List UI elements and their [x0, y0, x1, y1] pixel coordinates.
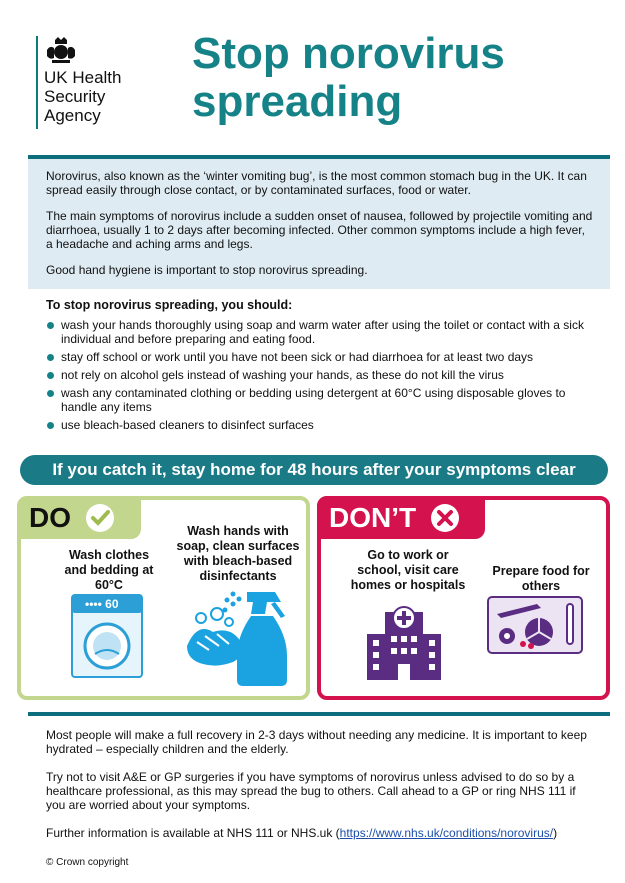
- dont-prepare-food-caption: Prepare food for others: [492, 564, 590, 593]
- bullet-icon: [47, 354, 54, 361]
- nhs-norovirus-link[interactable]: https://www.nhs.uk/conditions/norovirus/: [339, 826, 554, 840]
- ukhsa-logo: [34, 36, 154, 125]
- org-name: [44, 68, 121, 125]
- list-item: [46, 318, 596, 346]
- prevention-heading: To stop norovirus spreading, you should:: [46, 298, 293, 312]
- stay-home-banner: If you catch it, stay home for 48 hours after your symptoms clear: [20, 455, 608, 485]
- do-label: DO: [29, 502, 71, 533]
- prevention-list: [46, 318, 596, 432]
- org-line-1: UK Health: [44, 68, 122, 87]
- advice-paragraph: Try not to visit A&E or GP surgeries if you have symptoms of norovirus unless advised to do so by a healthcare professional, as this may spread the bug to others. Call ahead to a GP or ring NHS 111 if you are worried about your symptoms.: [46, 770, 576, 812]
- list-item-text: use bleach-based cleaners to disinfect surfaces: [61, 418, 314, 432]
- copyright-notice: © Crown copyright: [46, 857, 129, 868]
- dont-header: [317, 496, 485, 539]
- list-item: [46, 418, 596, 432]
- bullet-icon: [47, 372, 54, 379]
- org-line-3: Agency: [44, 106, 101, 125]
- further-info-paragraph: [46, 826, 596, 840]
- title-line-2: spreading: [192, 77, 403, 126]
- recovery-paragraph: Most people will make a full recovery in 2-3 days without needing any medicine. It is important to keep hydrated – especially children and the elderly.: [46, 728, 587, 756]
- intro-panel: [28, 159, 610, 289]
- bullet-icon: [47, 390, 54, 397]
- further-info-close: ): [553, 826, 558, 840]
- do-wash-clothes-caption: Wash clothes and bedding at 60°C: [64, 548, 154, 592]
- list-item-text: not rely on alcohol gels instead of washing your hands, as these do not kill the virus: [61, 368, 504, 382]
- bullet-icon: [47, 422, 54, 429]
- logo-bar: [36, 36, 38, 129]
- page-title: [192, 30, 592, 126]
- checkmark-icon: [85, 503, 115, 533]
- washing-machine-icon: [71, 594, 143, 678]
- org-line-2: Security: [44, 87, 106, 106]
- chopping-board-icon: [487, 596, 583, 654]
- dont-go-to-work-caption: Go to work or school, visit care homes or hospitals: [350, 548, 466, 592]
- list-item-text: stay off school or work until you have not been sick or had diarrhoea for at least two days: [61, 350, 534, 364]
- further-info-text: Further information is available at NHS 111 or NHS.uk (: [46, 826, 340, 840]
- footer-divider: [28, 712, 610, 716]
- list-item: [46, 386, 596, 414]
- list-item: [46, 350, 596, 364]
- washer-display: •••• 60: [85, 597, 119, 611]
- intro-paragraph-2: The main symptoms of norovirus include a sudden onset of nausea, followed by projectile vomiting and diarrhoea, usually 1 to 2 days after becoming infected. Other common symptoms include a high fever, a headache and aching arms and legs.: [46, 209, 593, 251]
- do-wash-hands-caption: Wash hands with soap, clean surfaces with bleach-based disinfectants: [176, 524, 300, 583]
- intro-paragraph-3: Good hand hygiene is important to stop norovirus spreading.: [46, 263, 368, 277]
- dont-label: DON’T: [329, 502, 417, 533]
- prevention-section: [46, 298, 596, 436]
- hospital-building-icon: [365, 604, 443, 680]
- bullet-icon: [47, 322, 54, 329]
- royal-crest-icon: [44, 36, 78, 64]
- spray-bottle-icon: [221, 588, 301, 688]
- list-item-text: wash any contaminated clothing or bedding using detergent at 60°C using disposable gloves to handle any items: [61, 386, 566, 414]
- do-panel: [17, 496, 310, 700]
- do-header: [17, 496, 141, 539]
- dont-panel: [317, 496, 610, 700]
- list-item: [46, 368, 596, 382]
- cross-icon: [430, 503, 460, 533]
- list-item-text: wash your hands thoroughly using soap and warm water after using the toilet or contact with a sick individual and before preparing and eating food.: [61, 318, 584, 346]
- title-line-1: Stop norovirus: [192, 29, 505, 78]
- intro-paragraph-1: Norovirus, also known as the ‘winter vomiting bug’, is the most common stomach bug in the UK. It can spread easily through close contact, or by contaminated surfaces, food or water.: [46, 169, 587, 197]
